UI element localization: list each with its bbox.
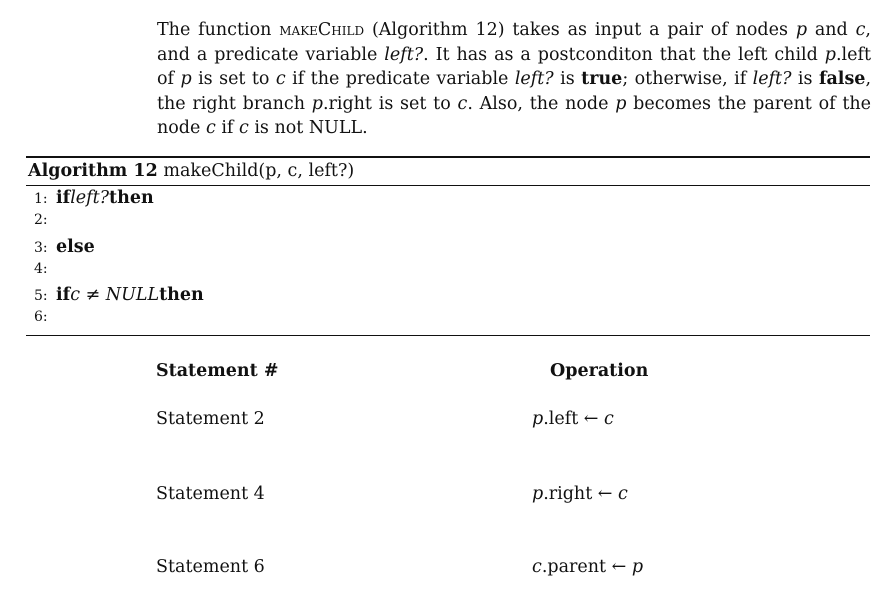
line-number: 5: [34,288,48,305]
algorithm-line [26,261,870,285]
algorithm-line: 3: else [26,237,870,261]
algorithm-line [26,309,870,333]
row-statement: Statement 6 [156,557,265,577]
function-name: makeChild [279,20,365,40]
line-number: 4: [34,260,48,277]
algorithm-line [26,212,870,236]
algorithm-bottom-rule [26,335,870,336]
algorithm-signature: makeChild(p, c, left?) [163,161,355,181]
header-statement: Statement # [156,361,279,381]
row-operation: p.left ← c [532,409,614,429]
header-operation: Operation [550,361,649,381]
row-operation: p.right ← c [532,484,628,504]
line-number: 1: [34,191,48,207]
algorithm-line: 5: if c ≠ NULL then [26,285,870,309]
row-operation: c.parent ← p [532,557,644,577]
algorithm-block [26,156,870,336]
line-number: 3: [34,239,48,256]
algorithm-label: Algorithm 12 [28,161,158,181]
row-statement: Statement 2 [156,409,265,429]
algorithm-header [26,158,870,185]
row-statement: Statement 4 [156,484,265,504]
description-paragraph: The function makeChild (Algorithm 12) takes as input a pair of nodes p and c, and a predicate variable left?. It has as a postconditon that the left child p.left of p is set to c if the predicate variable left? is true; otherwise, if left? is false, the right branch p.right is set to c. Also, the node p becomes the parent of the node c if c is not NULL. [157,20,872,138]
line-number: 2: [34,212,48,229]
line-number: 6: [34,309,48,326]
algorithm-line: 1: if left? then [26,188,870,212]
